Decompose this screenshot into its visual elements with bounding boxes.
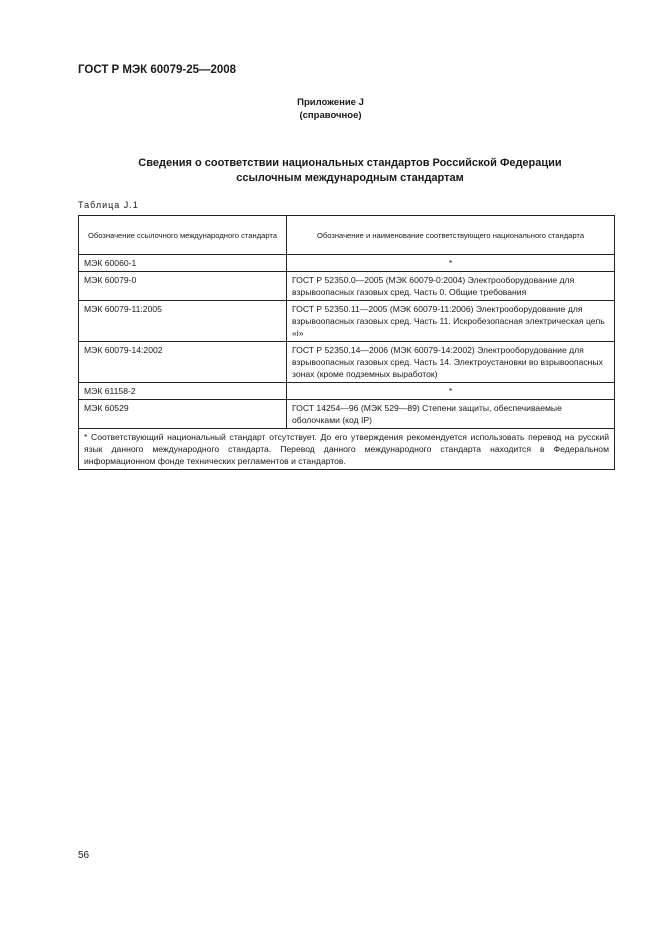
section-title-line-2: ссылочным международным стандартам [236, 172, 464, 184]
section-title [100, 156, 600, 186]
section-title-line-1: Сведения о соответствии национальных стандартов Российской Федерации [138, 157, 562, 169]
cell-international: МЭК 60529 [79, 400, 287, 429]
header-international-standard: Обозначение ссылочного международного стандарта [79, 216, 287, 255]
cell-international: МЭК 60079-14:2002 [79, 342, 287, 383]
table-footnote-row [79, 429, 615, 470]
table-row [79, 400, 615, 429]
page-number: 56 [78, 850, 90, 861]
appendix-heading [0, 96, 661, 122]
cell-international: МЭК 60079-0 [79, 272, 287, 301]
cell-international: МЭК 60060-1 [79, 255, 287, 272]
table-header-row [79, 216, 615, 255]
reference-table [78, 215, 615, 470]
cell-national: ГОСТ Р 52350.11—2005 (МЭК 60079-11:2006) Электрооборудование для взрывоопасных газовых сред. Часть 11. Искробезопасная электрическая цепь «i» [287, 301, 615, 342]
table-row [79, 383, 615, 400]
table-row [79, 255, 615, 272]
cell-national: * [287, 255, 615, 272]
table-row [79, 342, 615, 383]
table-footnote: * Соответствующий национальный стандарт отсутствует. До его утверждения рекомендуется использовать перевод на русский язык данного международного стандарта. Перевод данного международного стандарта находится в Федеральном информационном фонде технических регламентов и стандартов. [79, 429, 615, 470]
appendix-label: Приложение J [297, 97, 364, 108]
header-national-standard: Обозначение и наименование соответствующего национального стандарта [287, 216, 615, 255]
cell-national: ГОСТ Р 52350.14—2006 (МЭК 60079-14:2002) Электрооборудование для взрывоопасных газовых сред. Часть 14. Электроустановки во взрывоопасных зонах (кроме подземных выработок) [287, 342, 615, 383]
cell-international: МЭК 60079-11:2005 [79, 301, 287, 342]
cell-national: ГОСТ Р 52350.0—2005 (МЭК 60079-0:2004) Электрооборудование для взрывоопасных газовых сред. Часть 0. Общие требования [287, 272, 615, 301]
table-row [79, 272, 615, 301]
cell-international: МЭК 61158-2 [79, 383, 287, 400]
document-code: ГОСТ Р МЭК 60079-25—2008 [78, 64, 237, 76]
cell-national: * [287, 383, 615, 400]
table-label: Таблица J.1 [78, 200, 139, 210]
table-row [79, 301, 615, 342]
cell-national: ГОСТ 14254—96 (МЭК 529—89) Степени защиты, обеспечиваемые оболочками (код IP) [287, 400, 615, 429]
appendix-type: (справочное) [299, 110, 362, 121]
